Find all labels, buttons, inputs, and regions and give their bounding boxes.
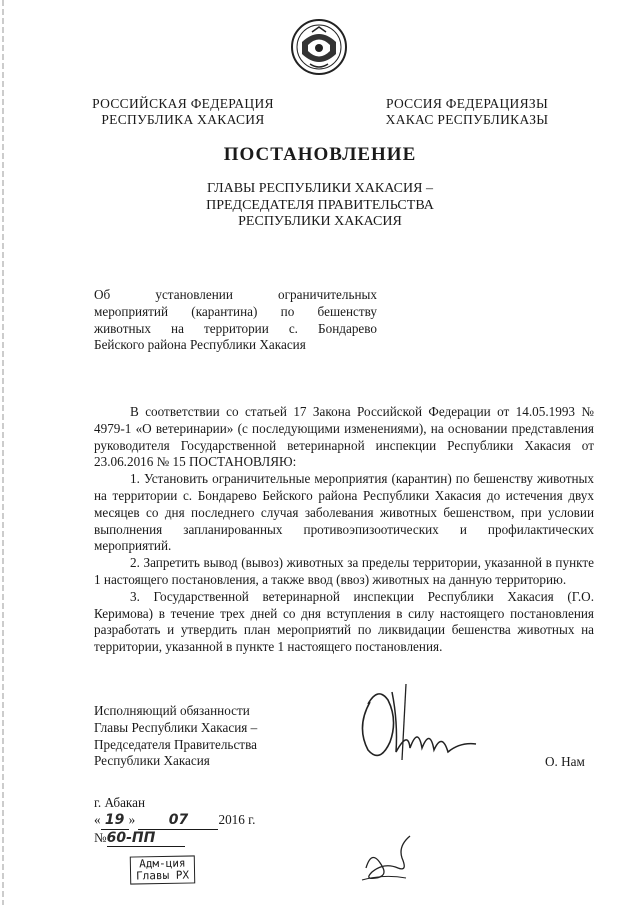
coat-of-arms-emblem	[290, 18, 348, 76]
handwritten-signature	[348, 682, 498, 777]
position-line-2: Главы Республики Хакасия –	[94, 719, 258, 735]
header-russian-federation	[88, 96, 278, 128]
subtitle-line-3: РЕСПУБЛИКИ ХАКАСИЯ	[238, 214, 402, 229]
date-day: 19	[104, 811, 125, 828]
header-left-line-1: РОССИЙСКАЯ ФЕДЕРАЦИЯ	[92, 96, 274, 111]
number-prefix: №	[94, 829, 107, 845]
initials-signature	[358, 828, 418, 886]
body-item-2: 2. Запретить вывод (вывоз) животных за пределы территории, указанной в пункте 1 настоящего постановления, а также ввод (ввоз) животных на данную территорию.	[94, 555, 594, 587]
body-item-1: 1. Установить ограничительные мероприятия (карантин) по бешенству животных на территории с. Бондарево Бейского района Республики Хакасия до истечения двух месяцев со дня последнего случая заболевания животных бешенством, при условии выполнения запланированных противоэпизоотических и профилактических мероприятий.	[94, 471, 594, 554]
position-line-1: Исполняющий обязанности	[94, 703, 250, 718]
document-body	[94, 404, 594, 656]
city: г. Абакан	[94, 795, 146, 810]
document-title: ПОСТАНОВЛЕНИЕ	[223, 144, 417, 165]
position-line-4: Республики Хакасия	[94, 753, 210, 769]
document-subtitle	[160, 181, 480, 231]
subject-line-2: мероприятий (карантина) по бешенству	[94, 303, 377, 319]
body-preamble: В соответствии со статьей 17 Закона Российской Федерации от 14.05.1993 № 4979-1 «О ветеринарии» (с последующими изменениями), на основании представления руководителя Государственной ветеринарной инспекции Республики Хакасия от 23.06.2016 № 15 ПОСТАНОВЛЯЮ:	[94, 404, 594, 470]
header-khakas-language	[372, 96, 562, 128]
position-line-3: Председателя Правительства	[94, 736, 257, 752]
date-close-quote: »	[128, 811, 136, 827]
subject-line-1: Об установлении ограничительных	[94, 287, 377, 302]
number-line	[94, 830, 255, 848]
document-number: 60-ПП	[106, 829, 156, 846]
date-year: 2016 г.	[218, 811, 256, 827]
header-right-line-2: ХАКАС РЕСПУБЛИКАЗЫ	[385, 112, 549, 127]
page-edge-line	[2, 0, 4, 905]
stamp-line-1: Адм-ция	[139, 856, 186, 871]
subject-line-3: животных на территории с. Бондарево	[94, 320, 377, 336]
signatory-position	[94, 703, 257, 770]
date-open-quote: «	[94, 811, 101, 827]
document-place-date	[94, 795, 255, 847]
document-subject	[94, 287, 377, 354]
subtitle-line-2: ПРЕДСЕДАТЕЛЯ ПРАВИТЕЛЬСТВА	[206, 197, 434, 213]
date-month: 07	[168, 811, 189, 828]
header-left-line-2: РЕСПУБЛИКА ХАКАСИЯ	[101, 112, 265, 127]
registration-stamp	[130, 855, 195, 884]
subtitle-line-1: ГЛАВЫ РЕСПУБЛИКИ ХАКАСИЯ –	[207, 181, 433, 196]
stamp-line-2: Главы РХ	[135, 868, 190, 883]
signatory-name: О. Нам	[545, 754, 585, 769]
subject-line-4: Бейского района Республики Хакасия	[94, 337, 306, 353]
header-right-line-1: РОССИЯ ФЕДЕРАЦИЯЗЫ	[385, 96, 549, 111]
body-item-3: 3. Государственной ветеринарной инспекции Республики Хакасия (Г.О. Керимова) в течение трех дней со дня вступления в силу настоящего постановления разработать и утвердить план мероприятий по ликвидации бешенства животных на территории, указанной в пункте 1 настоящего постановления.	[94, 588, 594, 655]
date-line	[94, 812, 255, 830]
